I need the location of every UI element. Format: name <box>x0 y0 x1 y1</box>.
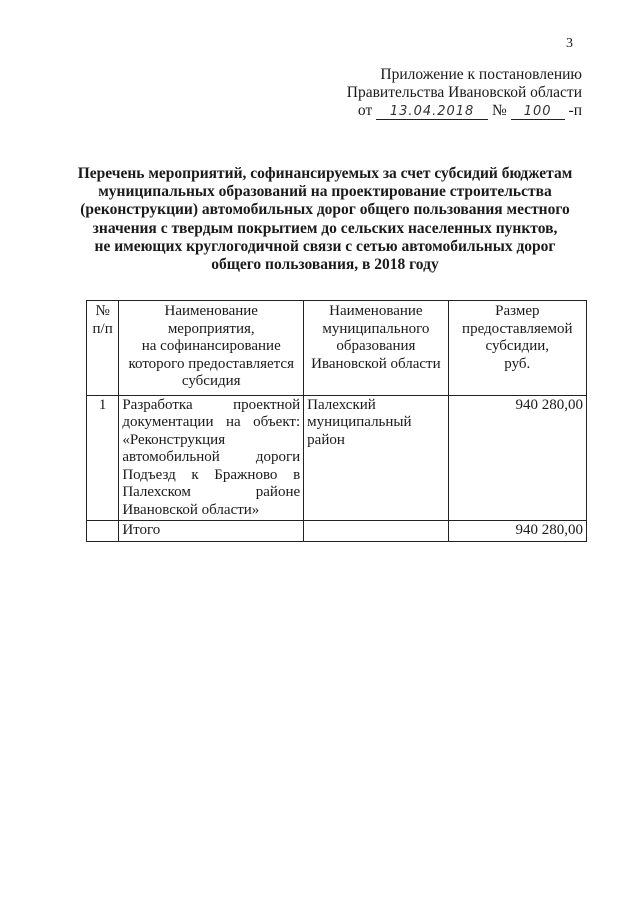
total-amount: 940 280,00 <box>448 521 586 542</box>
header-amount: Размер предоставляемой субсидии, руб. <box>448 301 586 396</box>
row-num: 1 <box>87 395 119 521</box>
title-line: значения с твердым покрытием до сельских населенных пунктов, <box>92 219 558 237</box>
total-municipality-empty <box>304 521 448 542</box>
page-number: 3 <box>566 36 573 51</box>
total-label: Итого <box>119 521 304 542</box>
row-event-name: Разработка проектной документации на объект: «Реконструкция автомобильной дороги Подъезд к Бражново в Палехском районе Ивановской области» <box>119 395 304 521</box>
header-num: № п/п <box>87 301 119 396</box>
table-total-row <box>87 521 587 542</box>
row-municipality: Палехский муниципальный район <box>304 395 448 521</box>
number-label: № <box>491 102 507 119</box>
header-event-name: Наименование мероприятия, на софинансирование которого предоставляется субсидия <box>119 301 304 396</box>
row-amount: 940 280,00 <box>448 395 586 521</box>
from-label: от <box>357 102 373 119</box>
subsidy-table <box>86 300 587 542</box>
title-line: муниципальных образований на проектирование строительства <box>98 183 552 201</box>
appendix-line-3 <box>347 102 582 120</box>
appendix-header <box>347 66 582 120</box>
handwritten-date: 13.04.2018 <box>389 104 475 119</box>
total-num-empty <box>87 521 119 542</box>
title-line: (реконструкции) автомобильных дорог общего пользования местного <box>80 201 570 219</box>
table-header-row <box>87 301 587 396</box>
header-municipality: Наименование муниципального образования Ивановской области <box>304 301 448 396</box>
title-line: общего пользования, в 2018 году <box>211 256 439 274</box>
table-row <box>87 395 587 521</box>
document-title <box>60 165 590 274</box>
number-suffix: -п <box>568 102 582 119</box>
title-line: Перечень мероприятий, софинансируемых за счет субсидий бюджетам <box>77 165 573 182</box>
handwritten-number: 100 <box>523 104 552 119</box>
title-line: не имеющих круглогодичной связи с сетью автомобильных дорог <box>94 237 556 255</box>
appendix-line-2: Правительства Ивановской области <box>346 84 582 101</box>
appendix-line-1: Приложение к постановлению <box>380 66 582 83</box>
